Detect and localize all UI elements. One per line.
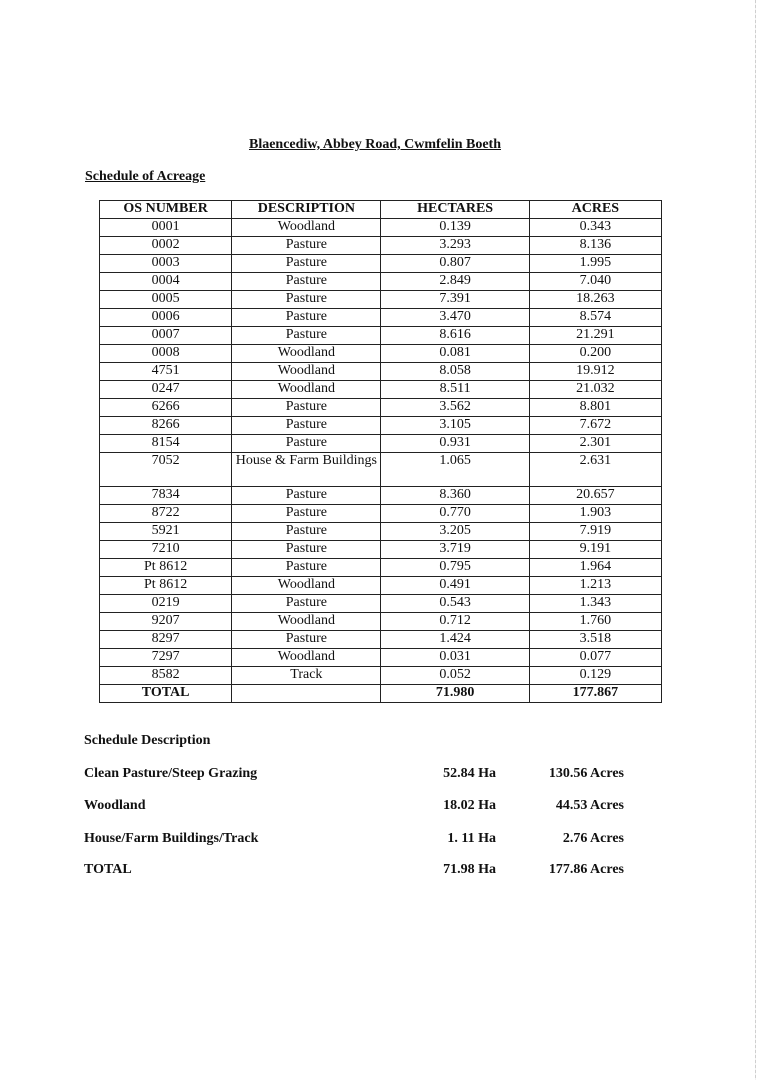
os-number-cell: 6266: [100, 399, 232, 417]
hectares-cell: 0.931: [381, 435, 529, 453]
acres-cell: 8.801: [529, 399, 661, 417]
table-row: [100, 577, 662, 595]
acres-value: 44.53 Acres: [555, 798, 624, 813]
table-row: [100, 559, 662, 577]
os-number-cell: 0008: [100, 345, 232, 363]
acres-cell: 1.964: [529, 559, 661, 577]
acres-cell: 21.291: [529, 327, 661, 345]
schedule-description-row: [84, 798, 624, 816]
column-header: ACRES: [529, 201, 661, 219]
description-cell: Pasture: [232, 541, 381, 559]
os-number-cell: 9207: [100, 613, 232, 631]
hectares-value: 71.98 Ha: [443, 862, 496, 877]
hectares-cell: 1.065: [381, 453, 529, 487]
hectares-cell: 7.391: [381, 291, 529, 309]
total-label-cell: TOTAL: [100, 685, 232, 703]
acres-cell: 1.213: [529, 577, 661, 595]
table-header-row: [100, 201, 662, 219]
description-cell: Pasture: [232, 595, 381, 613]
description-cell: Pasture: [232, 417, 381, 435]
acres-cell: 8.136: [529, 237, 661, 255]
table-row: [100, 595, 662, 613]
description-cell: Pasture: [232, 237, 381, 255]
hectares-cell: 0.491: [381, 577, 529, 595]
total-acres-cell: 177.867: [529, 685, 661, 703]
acres-cell: 3.518: [529, 631, 661, 649]
category-label: Clean Pasture/Steep Grazing: [84, 766, 258, 781]
description-cell: Pasture: [232, 487, 381, 505]
hectares-cell: 8.360: [381, 487, 529, 505]
description-cell: Pasture: [232, 435, 381, 453]
description-cell: Woodland: [232, 219, 381, 237]
description-cell: Pasture: [232, 559, 381, 577]
table-row: [100, 487, 662, 505]
description-cell: Woodland: [232, 381, 381, 399]
os-number-cell: 5921: [100, 523, 232, 541]
acres-cell: 9.191: [529, 541, 661, 559]
hectares-cell: 8.058: [381, 363, 529, 381]
description-cell: Pasture: [232, 523, 381, 541]
os-number-cell: 0219: [100, 595, 232, 613]
description-cell: Pasture: [232, 399, 381, 417]
table-row: [100, 309, 662, 327]
category-label: Woodland: [84, 798, 146, 813]
acreage-table: [99, 200, 662, 703]
table-row: [100, 613, 662, 631]
table-row: [100, 435, 662, 453]
hectares-cell: 0.031: [381, 649, 529, 667]
table-row: [100, 291, 662, 309]
os-number-cell: 0003: [100, 255, 232, 273]
hectares-cell: 0.543: [381, 595, 529, 613]
table-row: [100, 273, 662, 291]
description-cell: Pasture: [232, 327, 381, 345]
os-number-cell: 8266: [100, 417, 232, 435]
column-header: DESCRIPTION: [232, 201, 381, 219]
acres-cell: 2.301: [529, 435, 661, 453]
table-row: [100, 219, 662, 237]
hectares-cell: 0.052: [381, 667, 529, 685]
description-cell: Woodland: [232, 577, 381, 595]
acres-cell: 0.343: [529, 219, 661, 237]
os-number-cell: Pt 8612: [100, 559, 232, 577]
acres-cell: 19.912: [529, 363, 661, 381]
table-row: [100, 453, 662, 487]
description-cell: Pasture: [232, 631, 381, 649]
table-row: [100, 363, 662, 381]
table-row: [100, 541, 662, 559]
os-number-cell: 0006: [100, 309, 232, 327]
total-hectares-cell: 71.980: [381, 685, 529, 703]
os-number-cell: 8154: [100, 435, 232, 453]
category-label: House/Farm Buildings/Track: [84, 831, 259, 846]
schedule-description-heading: Schedule Description: [84, 733, 211, 748]
hectares-cell: 8.511: [381, 381, 529, 399]
acres-cell: 0.129: [529, 667, 661, 685]
acres-cell: 7.672: [529, 417, 661, 435]
hectares-cell: 0.081: [381, 345, 529, 363]
acres-cell: 7.919: [529, 523, 661, 541]
table-row: [100, 381, 662, 399]
description-cell: Woodland: [232, 363, 381, 381]
table-row: [100, 255, 662, 273]
column-header: HECTARES: [381, 201, 529, 219]
acres-value: 130.56 Acres: [548, 766, 624, 781]
hectares-value: 52.84 Ha: [443, 766, 496, 781]
hectares-cell: 1.424: [381, 631, 529, 649]
hectares-cell: 3.293: [381, 237, 529, 255]
os-number-cell: 0004: [100, 273, 232, 291]
scan-edge-line: [755, 0, 756, 1080]
description-cell: Pasture: [232, 291, 381, 309]
os-number-cell: 7210: [100, 541, 232, 559]
hectares-cell: 3.205: [381, 523, 529, 541]
table-row: [100, 345, 662, 363]
column-header: OS NUMBER: [100, 201, 232, 219]
hectares-cell: 0.139: [381, 219, 529, 237]
hectares-value: 18.02 Ha: [443, 798, 496, 813]
acres-cell: 0.200: [529, 345, 661, 363]
acres-value: 2.76 Acres: [562, 831, 624, 846]
total-description-cell: [232, 685, 381, 703]
os-number-cell: 7052: [100, 453, 232, 487]
description-cell: Track: [232, 667, 381, 685]
document-title: Blaencediw, Abbey Road, Cwmfelin Boeth: [248, 137, 501, 152]
description-cell: Woodland: [232, 613, 381, 631]
table-row: [100, 667, 662, 685]
table-row: [100, 631, 662, 649]
description-cell: House & Farm Buildings: [232, 453, 381, 487]
schedule-description-row: [84, 831, 624, 849]
description-cell: Woodland: [232, 649, 381, 667]
category-label: TOTAL: [84, 862, 132, 877]
os-number-cell: 0005: [100, 291, 232, 309]
acres-cell: 1.903: [529, 505, 661, 523]
hectares-cell: 3.719: [381, 541, 529, 559]
hectares-value: 1. 11 Ha: [447, 831, 496, 846]
os-number-cell: 0001: [100, 219, 232, 237]
os-number-cell: 7834: [100, 487, 232, 505]
description-cell: Pasture: [232, 255, 381, 273]
table-row: [100, 505, 662, 523]
table-row: [100, 237, 662, 255]
acres-cell: 18.263: [529, 291, 661, 309]
acres-cell: 8.574: [529, 309, 661, 327]
schedule-description-row: [84, 766, 624, 784]
description-cell: Pasture: [232, 505, 381, 523]
os-number-cell: 0007: [100, 327, 232, 345]
table-row: [100, 327, 662, 345]
schedule-subtitle: Schedule of Acreage: [85, 169, 206, 184]
hectares-cell: 2.849: [381, 273, 529, 291]
acres-cell: 1.343: [529, 595, 661, 613]
acres-cell: 21.032: [529, 381, 661, 399]
table-row: [100, 649, 662, 667]
table-total-row: [100, 685, 662, 703]
table-row: [100, 399, 662, 417]
hectares-cell: 3.470: [381, 309, 529, 327]
description-cell: Pasture: [232, 273, 381, 291]
hectares-cell: 0.770: [381, 505, 529, 523]
hectares-cell: 0.712: [381, 613, 529, 631]
os-number-cell: 8722: [100, 505, 232, 523]
acres-cell: 20.657: [529, 487, 661, 505]
os-number-cell: Pt 8612: [100, 577, 232, 595]
hectares-cell: 3.562: [381, 399, 529, 417]
acres-cell: 7.040: [529, 273, 661, 291]
table-row: [100, 523, 662, 541]
hectares-cell: 0.795: [381, 559, 529, 577]
os-number-cell: 7297: [100, 649, 232, 667]
os-number-cell: 0247: [100, 381, 232, 399]
acres-cell: 1.995: [529, 255, 661, 273]
hectares-cell: 3.105: [381, 417, 529, 435]
acres-value: 177.86 Acres: [548, 862, 624, 877]
acres-cell: 0.077: [529, 649, 661, 667]
table-row: [100, 417, 662, 435]
hectares-cell: 0.807: [381, 255, 529, 273]
os-number-cell: 8297: [100, 631, 232, 649]
os-number-cell: 0002: [100, 237, 232, 255]
description-cell: Pasture: [232, 309, 381, 327]
acres-cell: 1.760: [529, 613, 661, 631]
hectares-cell: 8.616: [381, 327, 529, 345]
schedule-description-row: [84, 862, 624, 880]
description-cell: Woodland: [232, 345, 381, 363]
os-number-cell: 4751: [100, 363, 232, 381]
acres-cell: 2.631: [529, 453, 661, 487]
os-number-cell: 8582: [100, 667, 232, 685]
